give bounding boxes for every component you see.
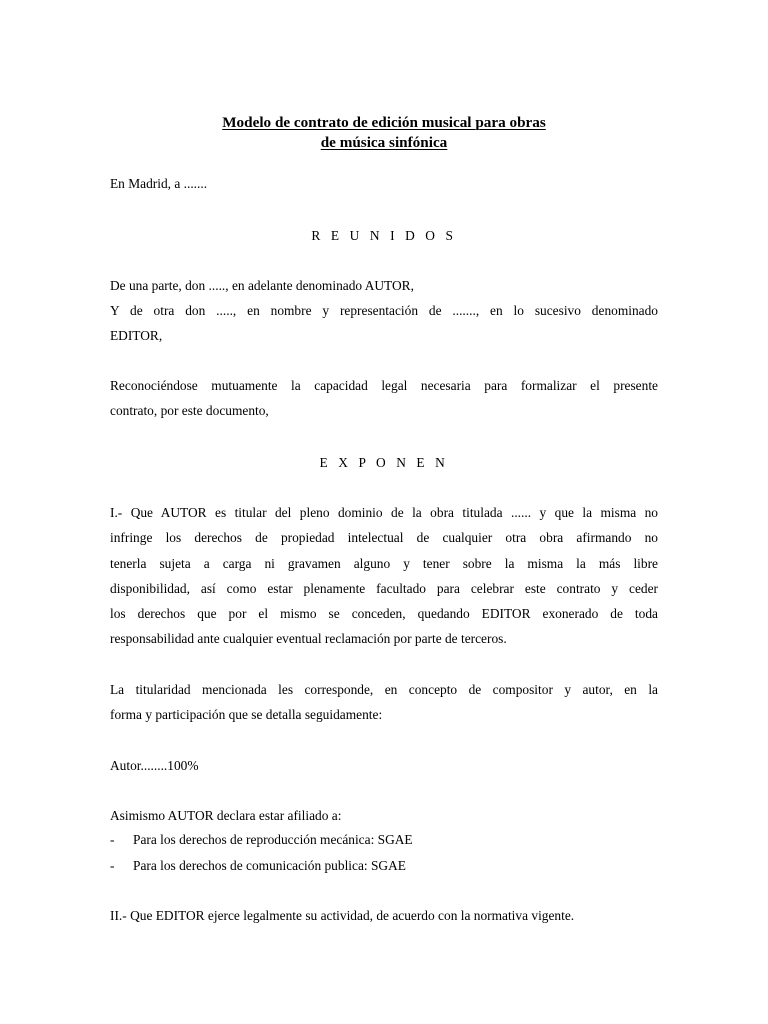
heading-reunidos: R E U N I D O S bbox=[311, 228, 457, 243]
affiliation-item-1: Para los derechos de reproducción mecánica: SGAE bbox=[133, 832, 413, 847]
affiliation-item-2: Para los derechos de comunicación publica: SGAE bbox=[133, 858, 406, 873]
party-editor-line: Y de otra don ....., en nombre y representación de ......., en lo sucesivo denominado bbox=[110, 303, 658, 318]
document-title-line-2: de música sinfónica bbox=[320, 134, 448, 151]
party-editor-line-end: EDITOR, bbox=[110, 328, 163, 343]
clause-1-line-5: los derechos que por el mismo se conceden, quedando EDITOR exonerado de toda bbox=[110, 606, 658, 621]
clause-1-line-4: disponibilidad, así como estar plenamente facultado para celebrar este contrato y ceder bbox=[110, 581, 658, 596]
clause-1-line-6: responsabilidad ante cualquier eventual reclamación por parte de terceros. bbox=[110, 631, 507, 646]
heading-exponen: E X P O N E N bbox=[319, 455, 449, 470]
clause-1-line-3: tenerla sujeta a carga ni gravamen alguno y tener sobre la misma la más libre bbox=[110, 556, 658, 571]
place-date: En Madrid, a ....... bbox=[110, 176, 208, 191]
ownership-line-2: forma y participación que se detalla seguidamente: bbox=[110, 707, 383, 722]
recognition-line-2: contrato, por este documento, bbox=[110, 403, 269, 418]
clause-2: II.- Que EDITOR ejerce legalmente su actividad, de acuerdo con la normativa vigente. bbox=[110, 908, 575, 923]
clause-1-line-1: I.- Que AUTOR es titular del pleno dominio de la obra titulada ...... y que la misma no bbox=[110, 505, 658, 520]
party-author-line: De una parte, don ....., en adelante denominado AUTOR, bbox=[110, 278, 414, 293]
recognition-line-1: Reconociéndose mutuamente la capacidad legal necesaria para formalizar el presente bbox=[110, 378, 658, 393]
ownership-line-1: La titularidad mencionada les corresponde, en concepto de compositor y autor, en la bbox=[110, 682, 658, 697]
affiliation-intro: Asimismo AUTOR declara estar afiliado a: bbox=[110, 808, 342, 823]
document-title-line-1: Modelo de contrato de edición musical para obras bbox=[222, 114, 546, 131]
affiliation-dash-2: - bbox=[110, 858, 115, 873]
clause-1-line-2: infringe los derechos de propiedad intelectual de cualquier otra obra afirmando no bbox=[110, 530, 658, 545]
author-share: Autor........100% bbox=[110, 758, 199, 773]
affiliation-dash-1: - bbox=[110, 832, 115, 847]
